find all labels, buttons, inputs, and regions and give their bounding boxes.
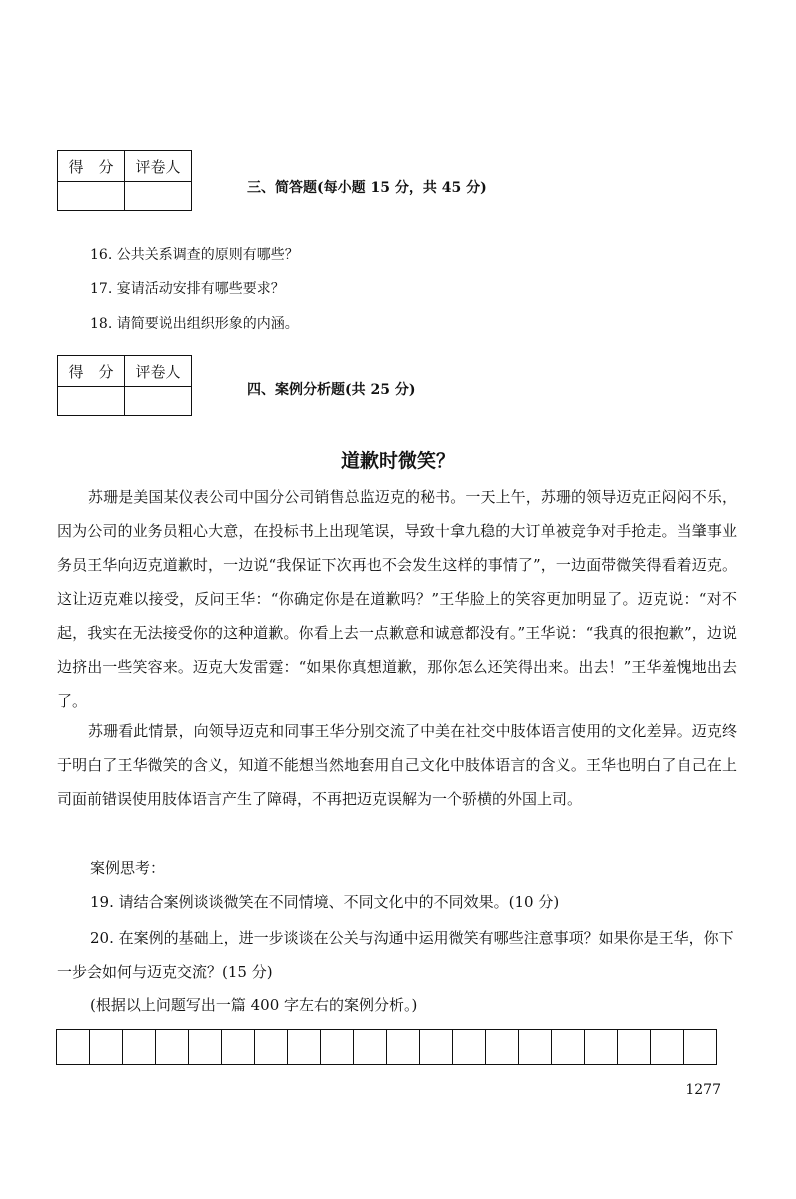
- score-table-section-4: [57, 355, 192, 416]
- answer-grid-cell[interactable]: [288, 1030, 321, 1065]
- answer-grid-cell[interactable]: [156, 1030, 189, 1065]
- question-20-container: [57, 921, 738, 989]
- answer-grid-cell[interactable]: [684, 1030, 717, 1065]
- answer-grid-cell[interactable]: [486, 1030, 519, 1065]
- answer-instruction: (根据以上问题写出一篇 400 字左右的案例分析。): [90, 996, 418, 1014]
- answer-grid-cell[interactable]: [321, 1030, 354, 1065]
- grader-cell: [125, 182, 192, 211]
- grader-cell: [125, 387, 192, 416]
- answer-grid[interactable]: [56, 1029, 717, 1065]
- answer-grid-cell[interactable]: [453, 1030, 486, 1065]
- answer-grid-cell[interactable]: [57, 1030, 90, 1065]
- answer-grid-cell[interactable]: [123, 1030, 156, 1065]
- score-label: 得 分: [58, 151, 125, 182]
- grader-label: 评卷人: [125, 151, 192, 182]
- answer-grid-cell[interactable]: [552, 1030, 585, 1065]
- question-17: 17. 宴请活动安排有哪些要求？: [90, 281, 285, 297]
- answer-grid-cell[interactable]: [420, 1030, 453, 1065]
- answer-grid-cell[interactable]: [519, 1030, 552, 1065]
- answer-grid-cell[interactable]: [651, 1030, 684, 1065]
- case-paragraph-1: 苏珊是美国某仪表公司中国分公司销售总监迈克的秘书。一天上午，苏珊的领导迈克正闷闷不乐，因为公司的业务员粗心大意，在投标书上出现笔误，导致十拿九稳的大订单被竞争对手抢走。当肇事业务员王华向迈克道歉时，一边说“我保证下次再也不会发生这样的事情了”，一边面带微笑得看着迈克。这让迈克难以接受，反问王华：“你确定你是在道歉吗？”王华脸上的笑容更加明显了。迈克说：“对不起，我实在无法接受你的这种道歉。你看上去一点歉意和诚意都没有。”王华说：“我真的很抱歉”，边说边挤出一些笑容来。迈克大发雷霆：“如果你真想道歉，那你怎么还笑得出来。出去！”王华羞愧地出去了。: [57, 488, 737, 710]
- score-cell: [58, 182, 125, 211]
- case-title: 道歉时微笑？: [340, 450, 455, 472]
- page-number: 1277: [685, 1082, 721, 1098]
- case-think-label: 案例思考：: [90, 859, 166, 877]
- question-16: 16. 公共关系调查的原则有哪些？: [90, 247, 299, 263]
- answer-grid-cell[interactable]: [387, 1030, 420, 1065]
- grader-label: 评卷人: [125, 356, 192, 387]
- case-paragraph-2: 苏珊看此情景，向领导迈克和同事王华分别交流了中美在社交中肢体语言使用的文化差异。迈克终于明白了王华微笑的含义，知道不能想当然地套用自己文化中肢体语言的含义。王华也明白了自己在上司面前错误使用肢体语言产生了障碍，不再把迈克误解为一个骄横的外国上司。: [57, 722, 737, 808]
- answer-grid-cell[interactable]: [255, 1030, 288, 1065]
- section-3-title: 三、简答题(每小题 15 分，共 45 分): [247, 180, 487, 196]
- answer-grid-cell[interactable]: [585, 1030, 618, 1065]
- answer-grid-cell[interactable]: [222, 1030, 255, 1065]
- question-20: 20. 在案例的基础上，进一步谈谈在公关与沟通中运用微笑有哪些注意事项？如果你是王华，你下一步会如何与迈克交流？(15 分): [57, 929, 734, 981]
- answer-grid-cell[interactable]: [90, 1030, 123, 1065]
- answer-grid-cell[interactable]: [618, 1030, 651, 1065]
- score-label: 得 分: [58, 356, 125, 387]
- answer-grid-cell[interactable]: [354, 1030, 387, 1065]
- score-cell: [58, 387, 125, 416]
- question-18: 18. 请简要说出组织形象的内涵。: [90, 316, 299, 332]
- question-19: 19. 请结合案例谈谈微笑在不同情境、不同文化中的不同效果。(10 分): [90, 893, 560, 911]
- answer-grid-cell[interactable]: [189, 1030, 222, 1065]
- section-4-title: 四、案例分析题(共 25 分): [247, 382, 416, 398]
- score-table-section-3: [57, 150, 192, 211]
